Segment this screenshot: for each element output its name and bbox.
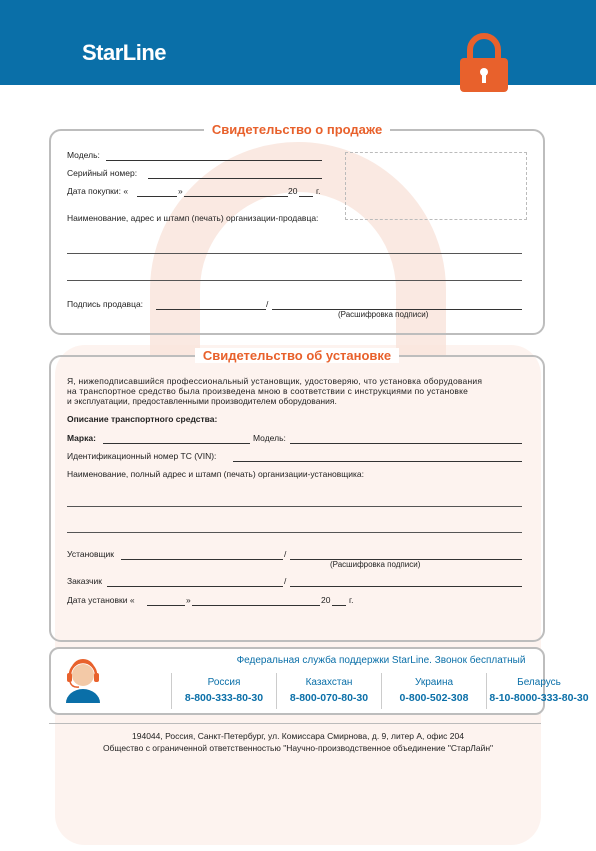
purchase-day-field[interactable] xyxy=(137,196,177,197)
country-name: Беларусь xyxy=(517,677,561,688)
vehicle-model-label: Модель: xyxy=(253,433,286,443)
seller-signature-field[interactable] xyxy=(156,309,266,310)
country-name: Россия xyxy=(207,677,241,688)
support-belarus xyxy=(486,673,591,709)
starline-logo: StarLine xyxy=(82,40,167,65)
serial-field[interactable] xyxy=(148,178,322,179)
customer-label: Заказчик xyxy=(67,576,102,586)
install-year-field[interactable] xyxy=(332,605,346,606)
seller-decode-caption: (Расшифровка подписи) xyxy=(338,310,429,319)
support-ukraine xyxy=(381,673,486,709)
installer-signature-field[interactable] xyxy=(121,559,283,560)
seller-org-label: Наименование, адрес и штамп (печать) организации-продавца: xyxy=(67,213,319,223)
signature-slash: / xyxy=(266,299,269,309)
installer-statement-line-3: и эксплуатации, предоставленными производителем оборудования. xyxy=(67,396,337,406)
sale-title: Свидетельство о продаже xyxy=(204,122,390,137)
stamp-area xyxy=(345,152,527,220)
install-date-label: Дата установки « xyxy=(67,595,135,605)
support-title: Федеральная служба поддержки StarLine. Звонок бесплатный xyxy=(236,655,526,666)
purchase-month-field[interactable] xyxy=(184,196,288,197)
vin-field[interactable] xyxy=(233,461,522,462)
installer-slash: / xyxy=(284,549,287,559)
vehicle-model-field[interactable] xyxy=(290,443,522,444)
support-russia xyxy=(171,673,276,709)
phone-number[interactable]: 8-800-333-80-30 xyxy=(184,692,264,704)
date-quote: » xyxy=(178,186,183,196)
date-suffix: г. xyxy=(316,186,321,196)
installer-org-label: Наименование, полный адрес и штамп (печать) организации-установщика: xyxy=(67,469,364,479)
support-phones xyxy=(171,673,591,709)
vehicle-heading: Описание транспортного средства: xyxy=(67,414,218,424)
make-field[interactable] xyxy=(103,443,250,444)
serial-label: Серийный номер: xyxy=(67,168,138,178)
country-name: Украина xyxy=(414,677,454,688)
installer-org-line-1[interactable] xyxy=(67,506,522,507)
customer-decode-field[interactable] xyxy=(290,586,522,587)
installer-decode-caption: (Расшифровка подписи) xyxy=(330,560,421,569)
support-box xyxy=(49,647,589,715)
customer-slash: / xyxy=(284,576,287,586)
seller-signature-label: Подпись продавца: xyxy=(67,299,144,309)
install-day-field[interactable] xyxy=(147,605,185,606)
footer-company: Общество с ограниченной ответственностью "Научно-производственное объединение "СтарЛайн" xyxy=(102,743,494,753)
support-operator-icon xyxy=(58,655,108,705)
date-year-prefix: 20 xyxy=(288,186,298,196)
purchase-year-field[interactable] xyxy=(299,196,313,197)
seller-org-line-1[interactable] xyxy=(67,253,522,254)
model-label: Модель: xyxy=(67,150,100,160)
lock-icon xyxy=(458,32,510,92)
install-year-prefix: 20 xyxy=(321,595,331,605)
footer-address: 194044, Россия, Санкт-Петербург, ул. Комиссара Смирнова, д. 9, литер А, офис 204 xyxy=(132,731,464,741)
installer-statement-line-2: на транспортное средство была произведена мною в соответствии с инструкциями по установке xyxy=(67,386,469,396)
purchase-date-label: Дата покупки: « xyxy=(67,186,129,196)
install-title: Свидетельство об установке xyxy=(195,348,399,363)
install-date-suffix: г. xyxy=(349,595,354,605)
footer-divider xyxy=(49,723,541,724)
installer-org-line-2[interactable] xyxy=(67,532,522,533)
country-name: Казахстан xyxy=(305,677,353,688)
phone-number[interactable]: 8-10-8000-333-80-30 xyxy=(489,692,589,704)
support-kazakhstan xyxy=(276,673,381,709)
installer-statement-line-1: Я, нижеподписавшийся профессиональный установщик, удостоверяю, что установка оборудования xyxy=(67,376,483,386)
model-field[interactable] xyxy=(106,160,322,161)
phone-number[interactable]: 8-800-070-80-30 xyxy=(289,692,369,704)
make-label: Марка: xyxy=(67,433,96,443)
install-month-field[interactable] xyxy=(192,605,320,606)
seller-org-line-2[interactable] xyxy=(67,280,522,281)
install-date-quote: » xyxy=(186,595,191,605)
vin-label: Идентификационный номер ТС (VIN): xyxy=(67,451,217,461)
phone-number[interactable]: 0-800-502-308 xyxy=(399,692,469,704)
customer-signature-field[interactable] xyxy=(107,586,283,587)
installer-label: Установщик xyxy=(67,549,115,559)
